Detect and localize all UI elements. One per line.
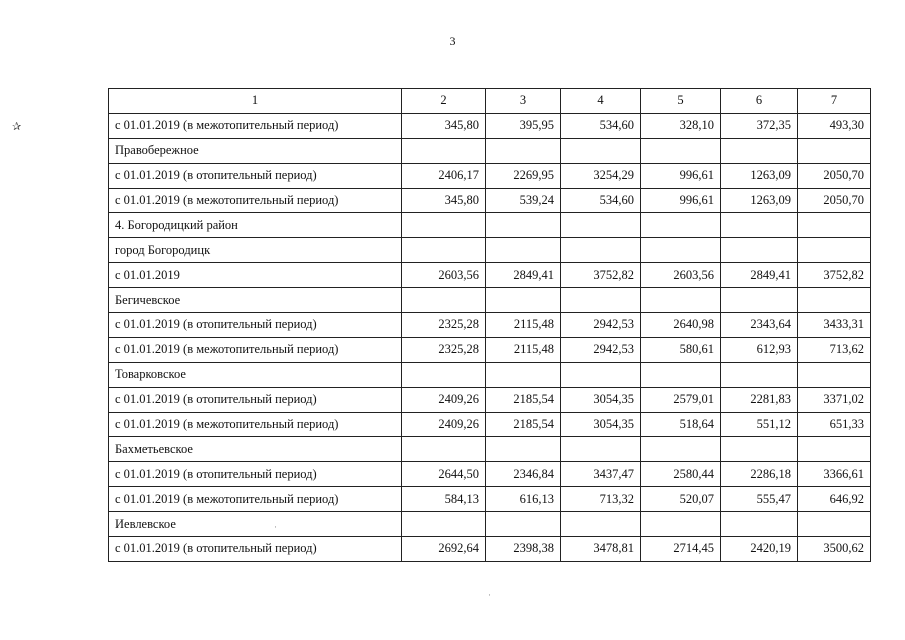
value-cell: 345,80	[402, 113, 486, 138]
value-cell: 1263,09	[721, 163, 798, 188]
table-row	[109, 412, 871, 437]
value-cell	[798, 138, 871, 163]
value-cell: 2281,83	[721, 387, 798, 412]
value-cell	[486, 238, 561, 263]
table-row	[109, 462, 871, 487]
table-row	[109, 288, 871, 313]
value-cell: 2409,26	[402, 412, 486, 437]
value-cell	[402, 213, 486, 238]
value-cell	[561, 437, 641, 462]
value-cell: 2849,41	[486, 263, 561, 288]
row-label-cell: с 01.01.2019 (в отопительный период)	[109, 163, 402, 188]
table-row	[109, 213, 871, 238]
value-cell	[798, 512, 871, 537]
table-row	[109, 263, 871, 288]
row-label-cell: Правобережное	[109, 138, 402, 163]
value-cell	[402, 238, 486, 263]
header-cell: 3	[486, 89, 561, 114]
value-cell: 2346,84	[486, 462, 561, 487]
value-cell	[486, 138, 561, 163]
table-row	[109, 387, 871, 412]
value-cell: 3371,02	[798, 387, 871, 412]
value-cell	[721, 362, 798, 387]
value-cell: 2115,48	[486, 337, 561, 362]
value-cell: 3433,31	[798, 313, 871, 338]
value-cell: 2409,26	[402, 387, 486, 412]
value-cell	[486, 512, 561, 537]
table-row	[109, 163, 871, 188]
value-cell: 2286,18	[721, 462, 798, 487]
value-cell: 2942,53	[561, 337, 641, 362]
value-cell: 2942,53	[561, 313, 641, 338]
value-cell: 2692,64	[402, 537, 486, 562]
row-label-cell: Товарковское	[109, 362, 402, 387]
header-cell: 6	[721, 89, 798, 114]
value-cell	[561, 362, 641, 387]
row-label-cell: с 01.01.2019 (в отопительный период)	[109, 462, 402, 487]
row-label-cell: Бахметьевское	[109, 437, 402, 462]
value-cell: 3366,61	[798, 462, 871, 487]
value-cell: 534,60	[561, 188, 641, 213]
value-cell	[486, 288, 561, 313]
value-cell: 2406,17	[402, 163, 486, 188]
scan-speck: ·	[488, 590, 491, 600]
value-cell	[641, 238, 721, 263]
value-cell	[561, 138, 641, 163]
row-label-cell: 4. Богородицкий район	[109, 213, 402, 238]
value-cell	[402, 362, 486, 387]
row-label-cell: Бегичевское	[109, 288, 402, 313]
row-label-cell: с 01.01.2019	[109, 263, 402, 288]
value-cell: 2640,98	[641, 313, 721, 338]
value-cell	[721, 138, 798, 163]
table-row	[109, 138, 871, 163]
value-cell: 651,33	[798, 412, 871, 437]
value-cell	[641, 512, 721, 537]
value-cell: 1263,09	[721, 188, 798, 213]
value-cell: 2849,41	[721, 263, 798, 288]
row-label-cell: город Богородицк	[109, 238, 402, 263]
row-label-cell: с 01.01.2019 (в межотопительный период)	[109, 412, 402, 437]
value-cell: 518,64	[641, 412, 721, 437]
value-cell	[721, 437, 798, 462]
value-cell: 2714,45	[641, 537, 721, 562]
value-cell: 2185,54	[486, 412, 561, 437]
value-cell: 555,47	[721, 487, 798, 512]
value-cell	[561, 238, 641, 263]
value-cell: 996,61	[641, 188, 721, 213]
value-cell: 612,93	[721, 337, 798, 362]
value-cell: 2343,64	[721, 313, 798, 338]
table-row	[109, 487, 871, 512]
value-cell: 616,13	[486, 487, 561, 512]
value-cell: 3752,82	[561, 263, 641, 288]
row-label-cell: с 01.01.2019 (в отопительный период)	[109, 387, 402, 412]
scan-speck: ·	[274, 522, 277, 532]
value-cell	[561, 512, 641, 537]
value-cell: 2603,56	[402, 263, 486, 288]
value-cell	[798, 437, 871, 462]
table-row	[109, 512, 871, 537]
value-cell	[798, 288, 871, 313]
value-cell	[798, 238, 871, 263]
row-label-cell: Иевлевское	[109, 512, 402, 537]
value-cell: 2269,95	[486, 163, 561, 188]
table-row	[109, 337, 871, 362]
value-cell	[486, 213, 561, 238]
value-cell: 996,61	[641, 163, 721, 188]
header-cell: 7	[798, 89, 871, 114]
value-cell: 345,80	[402, 188, 486, 213]
row-label-cell: с 01.01.2019 (в отопительный период)	[109, 537, 402, 562]
value-cell: 2420,19	[721, 537, 798, 562]
value-cell	[641, 213, 721, 238]
value-cell: 2579,01	[641, 387, 721, 412]
value-cell: 713,62	[798, 337, 871, 362]
value-cell: 2398,38	[486, 537, 561, 562]
value-cell: 580,61	[641, 337, 721, 362]
value-cell: 2050,70	[798, 188, 871, 213]
value-cell: 520,07	[641, 487, 721, 512]
value-cell	[402, 512, 486, 537]
table-row	[109, 437, 871, 462]
value-cell: 395,95	[486, 113, 561, 138]
value-cell: 3437,47	[561, 462, 641, 487]
value-cell: 3478,81	[561, 537, 641, 562]
value-cell	[402, 437, 486, 462]
row-label-cell: с 01.01.2019 (в отопительный период)	[109, 313, 402, 338]
row-label-cell: с 01.01.2019 (в межотопительный период)	[109, 487, 402, 512]
value-cell: 328,10	[641, 113, 721, 138]
header-cell: 2	[402, 89, 486, 114]
value-cell: 3500,62	[798, 537, 871, 562]
table-row	[109, 313, 871, 338]
row-label-cell: с 01.01.2019 (в межотопительный период)	[109, 337, 402, 362]
value-cell: 2325,28	[402, 313, 486, 338]
header-cell: 1	[109, 89, 402, 114]
value-cell	[721, 512, 798, 537]
value-cell	[486, 362, 561, 387]
table-row	[109, 113, 871, 138]
value-cell	[486, 437, 561, 462]
value-cell	[798, 213, 871, 238]
value-cell: 534,60	[561, 113, 641, 138]
value-cell	[402, 288, 486, 313]
value-cell: 2580,44	[641, 462, 721, 487]
table-row	[109, 238, 871, 263]
value-cell: 2325,28	[402, 337, 486, 362]
row-label-cell: с 01.01.2019 (в межотопительный период)	[109, 188, 402, 213]
value-cell	[402, 138, 486, 163]
value-cell: 2185,54	[486, 387, 561, 412]
value-cell: 2050,70	[798, 163, 871, 188]
value-cell	[561, 213, 641, 238]
value-cell: 3254,29	[561, 163, 641, 188]
table-row	[109, 537, 871, 562]
value-cell: 551,12	[721, 412, 798, 437]
value-cell	[561, 288, 641, 313]
value-cell: 2603,56	[641, 263, 721, 288]
page-number: 3	[449, 34, 456, 48]
header-cell: 4	[561, 89, 641, 114]
value-cell	[721, 213, 798, 238]
table-row	[109, 188, 871, 213]
header-cell: 5	[641, 89, 721, 114]
value-cell: 493,30	[798, 113, 871, 138]
value-cell	[721, 238, 798, 263]
value-cell	[641, 362, 721, 387]
value-cell: 2644,50	[402, 462, 486, 487]
value-cell	[641, 288, 721, 313]
margin-mark: ✰	[12, 121, 22, 133]
value-cell: 3054,35	[561, 387, 641, 412]
table-header-row	[109, 89, 871, 114]
value-cell: 646,92	[798, 487, 871, 512]
tariff-table	[108, 88, 871, 562]
value-cell: 539,24	[486, 188, 561, 213]
value-cell	[798, 362, 871, 387]
value-cell: 3752,82	[798, 263, 871, 288]
value-cell: 372,35	[721, 113, 798, 138]
value-cell: 713,32	[561, 487, 641, 512]
value-cell: 2115,48	[486, 313, 561, 338]
table-row	[109, 362, 871, 387]
value-cell	[641, 138, 721, 163]
row-label-cell: с 01.01.2019 (в межотопительный период)	[109, 113, 402, 138]
value-cell: 584,13	[402, 487, 486, 512]
value-cell: 3054,35	[561, 412, 641, 437]
value-cell	[721, 288, 798, 313]
value-cell	[641, 437, 721, 462]
table-body	[109, 89, 871, 562]
